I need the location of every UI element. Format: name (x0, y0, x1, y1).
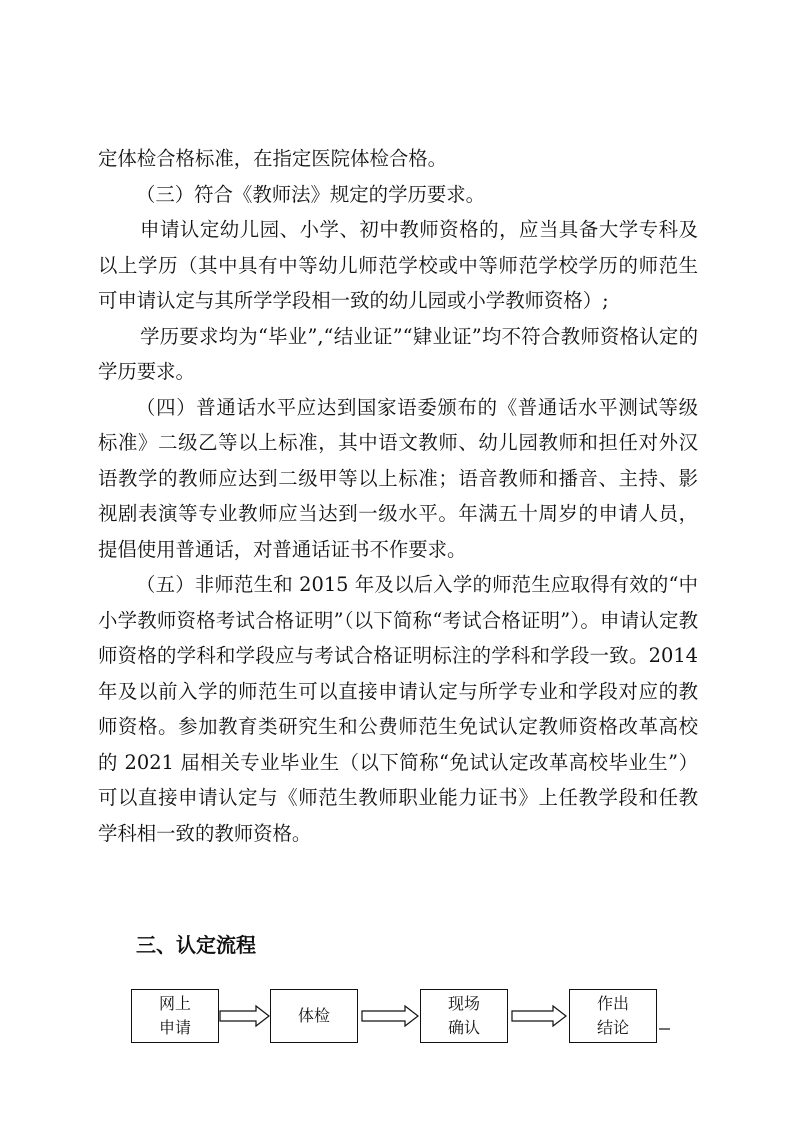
arrow-icon (220, 1006, 269, 1026)
flow-step-health-check: 体检 (270, 989, 358, 1043)
flow-step-conclusion: 作出 结论 (569, 989, 657, 1043)
paragraph-4: 学历要求均为“毕业”,“结业证”“肄业证”均不符合教师资格认定的学历要求。 (98, 324, 698, 383)
arrow-icon (512, 1006, 566, 1026)
paragraph-1: 定体检合格标准，在指定医院体检合格。 (98, 147, 448, 170)
flow-step-online-apply: 网上 申请 (131, 989, 219, 1043)
paragraph-5: （四）普通话水平应达到国家语委颁布的《普通话水平测试等级标准》二级乙等以上标准，其中语文教师、幼儿园教师和担任对外汉语教学的教师应达到二级甲等以上标准；语音教师和播音、主持、影视剧表演等专业教师应当达到一级水平。年满五十周岁的申请人员，提倡使用普通话，对普通话证书不作要求。 (98, 395, 698, 561)
paragraph-6: （五）非师范生和 2015 年及以后入学的师范生应取得有效的“中小学教师资格考试合格证明”（以下简称“考试合格证明”）。申请认定教师资格的学科和学段应与考试合格证明标注的学科和学段一致。2014 年及以前入学的师范生可以直接申请认定与所学专业和学段对应的教师资格。参加教育类研究生和公费师范生免试认定教师资格改革高校的 2021 届相关专业毕业生（以下简称“免试认定改革高校毕业生”）可以直接申请认定与《师范生教师职业能力证书》上任教学段和任教学科相一致的教师资格。 (98, 573, 698, 845)
paragraph-2: （三）符合《教师法》规定的学历要求。 (136, 182, 486, 206)
flow-step-onsite-confirm: 现场 确认 (420, 989, 508, 1043)
body-text (98, 141, 698, 851)
arrow-icon (362, 1006, 418, 1026)
paragraph-3: 申请认定幼儿园、小学、初中教师资格的，应当具备大学专科及以上学历（其中具有中等幼儿师范学校或中等师范学校学历的师范生可申请认定与其所学学段相一致的幼儿园或小学教师资格）; (98, 218, 698, 312)
section-heading: 三、认定流程 (136, 933, 256, 957)
